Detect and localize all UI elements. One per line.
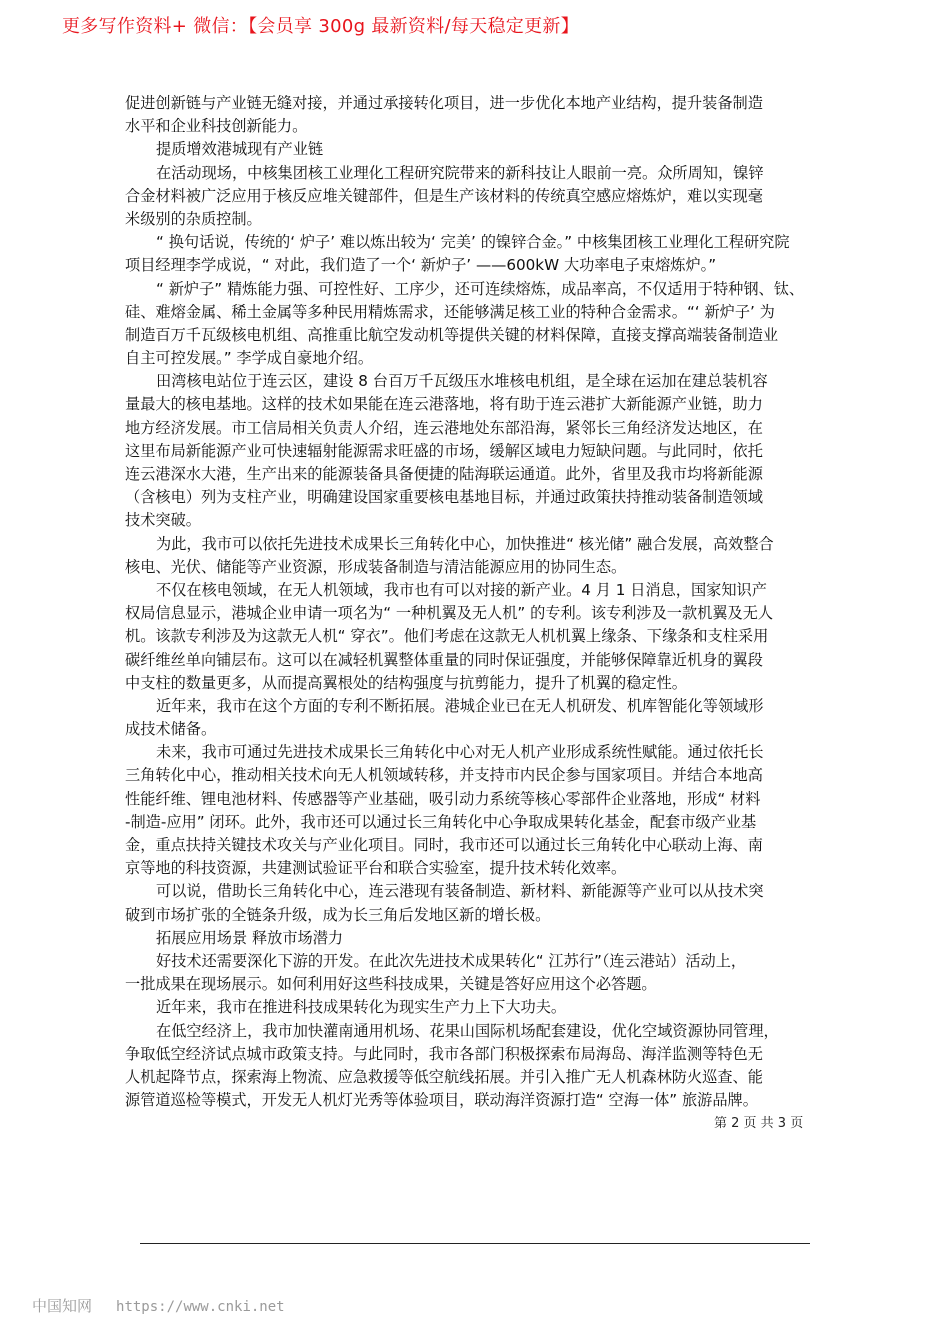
- section-heading: [125, 138, 825, 161]
- text-line: 碳纤维丝单向铺层布。这可以在减轻机翼整体重量的同时保证强度，并能够保障靠近机身的翼段: [125, 650, 763, 669]
- footer-watermark: [32, 1295, 285, 1316]
- paragraph: [125, 579, 825, 695]
- text-line: 未来，我市可通过先进技术成果长三角转化中心对无人机产业形成系统性赋能。通过依托长: [156, 743, 764, 762]
- text-line: 不仅在核电领域，在无人机领域，我市也有可以对接的新产业。4 月 1 日消息，国家知识产: [156, 580, 767, 599]
- site-name: 中国知网: [32, 1297, 93, 1315]
- text-line: 一批成果在现场展示。如何利用好这些科技成果，关键是答好应用这个必答题。: [125, 975, 657, 994]
- text-line: 人机起降节点，探索海上物流、应急救援等低空航线拓展。并引入推广无人机森林防火巡查、能: [125, 1067, 763, 1086]
- text-line: （含核电）列为支柱产业，明确建设国家重要核电基地目标，并通过政策扶持推动装备制造领域: [125, 488, 763, 507]
- paragraph: [125, 162, 825, 232]
- text-line: 制造百万千瓦级核电机组、高推重比航空发动机等提供关键的材料保障，直接支撑高端装备制造业: [125, 325, 779, 344]
- section-heading: [125, 927, 825, 950]
- text-line: 可以说，借助长三角转化中心，连云港现有装备制造、新材料、新能源等产业可以从技术突: [156, 882, 764, 901]
- paragraph: [125, 1020, 825, 1113]
- text-line: 好技术还需要深化下游的开发。在此次先进技术成果转化“ 江苏行”（连云港站）活动上，: [156, 951, 747, 970]
- text-line: 成技术储备。: [125, 720, 217, 739]
- text-line: 硅、难熔金属、稀土金属等多种民用精炼需求，还能够满足核工业的特种合金需求。“‘ 新炉子’ 为: [125, 302, 775, 321]
- paragraph: [125, 533, 825, 579]
- text-line: 项目经理李学成说，“ 对此，我们造了一个‘ 新炉子’ ——600kW 大功率电子束熔炼炉。”: [125, 256, 717, 275]
- paragraph: [125, 741, 825, 880]
- text-line: 京等地的科技资源，共建测试验证平台和联合实验室，提升技术转化效率。: [125, 859, 627, 878]
- paragraph: [125, 996, 825, 1019]
- article-body: [125, 92, 825, 1112]
- text-line: 三角转化中心，推动相关技术向无人机领域转移，并支持市内民企参与国家项目。并结合本地高: [125, 766, 763, 785]
- text-line: 田湾核电站位于连云区，建设 8 台百万千瓦级压水堆核电机组，是全球在运加在建总装机容: [156, 372, 768, 391]
- text-line: 争取低空经济试点城市政策支持。与此同时，我市各部门积极探索布局海岛、海洋监测等特色无: [125, 1044, 763, 1063]
- paragraph: [125, 950, 825, 996]
- paragraph: [125, 695, 825, 741]
- text-line: 近年来，我市在这个方面的专利不断拓展。港城企业已在无人机研发、机库智能化等领域形: [156, 696, 764, 715]
- text-line: 米级别的杂质控制。: [125, 209, 262, 228]
- paragraph: [125, 880, 825, 926]
- text-line: 机。该款专利涉及为这款无人机“ 穿衣”。他们考虑在这款无人机机翼上缘条、下缘条和支柱采用: [125, 627, 769, 646]
- text-line: 水平和企业科技创新能力。: [125, 117, 308, 136]
- paragraph: [125, 231, 825, 277]
- text-line: 在活动现场，中核集团核工业理化工程研究院带来的新科技让人眼前一亮。众所周知，镍锌: [156, 163, 764, 182]
- text-line: 技术突破。: [125, 511, 201, 530]
- text-line: 促进创新链与产业链无缝对接，并通过承接转化项目，进一步优化本地产业结构，提升装备制造: [125, 94, 763, 112]
- page-number: 第 2 页 共 3 页: [714, 1116, 804, 1131]
- text-line: 在低空经济上，我市加快灌南通用机场、花果山国际机场配套建设，优化空域资源协同管理，: [156, 1021, 779, 1040]
- text-line: 拓展应用场景 释放市场潜力: [156, 928, 344, 947]
- footer-divider: [140, 1243, 810, 1244]
- text-line: 性能纤维、锂电池材料、传感器等产业基础，吸引动力系统等核心零部件企业落地，形成“ 材料: [125, 789, 761, 808]
- text-line: 合金材料被广泛应用于核反应堆关键部件，但是生产该材料的传统真空感应熔炼炉，难以实现毫: [125, 186, 763, 205]
- site-url[interactable]: https://www.cnki.net: [116, 1299, 285, 1315]
- text-line: 连云港深水大港，生产出来的能源装备具备便捷的陆海联运通道。此外，省里及我市均将新能源: [125, 465, 763, 483]
- text-line: 破到市场扩张的全链条升级，成为长三角后发地区新的增长极。: [125, 905, 551, 924]
- text-line: 金，重点扶持关键技术攻关与产业化项目。同时，我市还可以通过长三角转化中心联动上海、南: [125, 836, 763, 854]
- text-line: 量最大的核电基地。这样的技术如果能在连云港落地，将有助于连云港扩大新能源产业链，助力: [125, 395, 763, 414]
- text-line: 提质增效港城现有产业链: [156, 140, 324, 159]
- paragraph: [125, 278, 825, 371]
- paragraph: [125, 92, 825, 138]
- text-line: 地方经济发展。市工信局相关负责人介绍，连云港地处东部沿海，紧邻长三角经济发达地区，在: [125, 418, 763, 437]
- text-line: 源管道巡检等模式，开发无人机灯光秀等体验项目，联动海洋资源打造“ 空海一体” 旅游品牌。: [125, 1091, 758, 1110]
- text-line: 权局信息显示，港城企业申请一项名为“ 一种机翼及无人机” 的专利。该专利涉及一款机翼及无人: [125, 604, 774, 623]
- promo-banner: 更多写作资料+ 微信：【会员享 300g 最新资料/每天稳定更新】: [62, 16, 579, 37]
- text-line: “ 新炉子” 精炼能力强、可控性好、工序少，还可连续熔炼，成品率高，不仅适用于特种钢、钛、: [156, 279, 805, 298]
- text-line: -制造-应用” 闭环。此外，我市还可以通过长三角转化中心争取成果转化基金，配套市级产业基: [125, 812, 757, 831]
- paragraph: [125, 370, 825, 532]
- text-line: “ 换句话说，传统的‘ 炉子’ 难以炼出较为‘ 完美’ 的镍锌合金。” 中核集团核工业理化工程研究院: [156, 233, 790, 252]
- text-line: 中支柱的数量更多，从而提高翼根处的结构强度与抗剪能力，提升了机翼的稳定性。: [125, 673, 687, 692]
- text-line: 自主可控发展。” 李学成自豪地介绍。: [125, 349, 374, 368]
- text-line: 这里布局新能源产业可快速辐射能源需求旺盛的市场，缓解区域电力短缺问题。与此同时，依托: [125, 441, 763, 460]
- text-line: 核电、光伏、储能等产业资源，形成装备制造与清洁能源应用的协同生态。: [125, 557, 627, 576]
- text-line: 为此，我市可以依托先进技术成果长三角转化中心，加快推进“ 核光储” 融合发展，高效整合: [156, 534, 774, 553]
- text-line: 近年来，我市在推进科技成果转化为现实生产力上下大功夫。: [156, 998, 567, 1017]
